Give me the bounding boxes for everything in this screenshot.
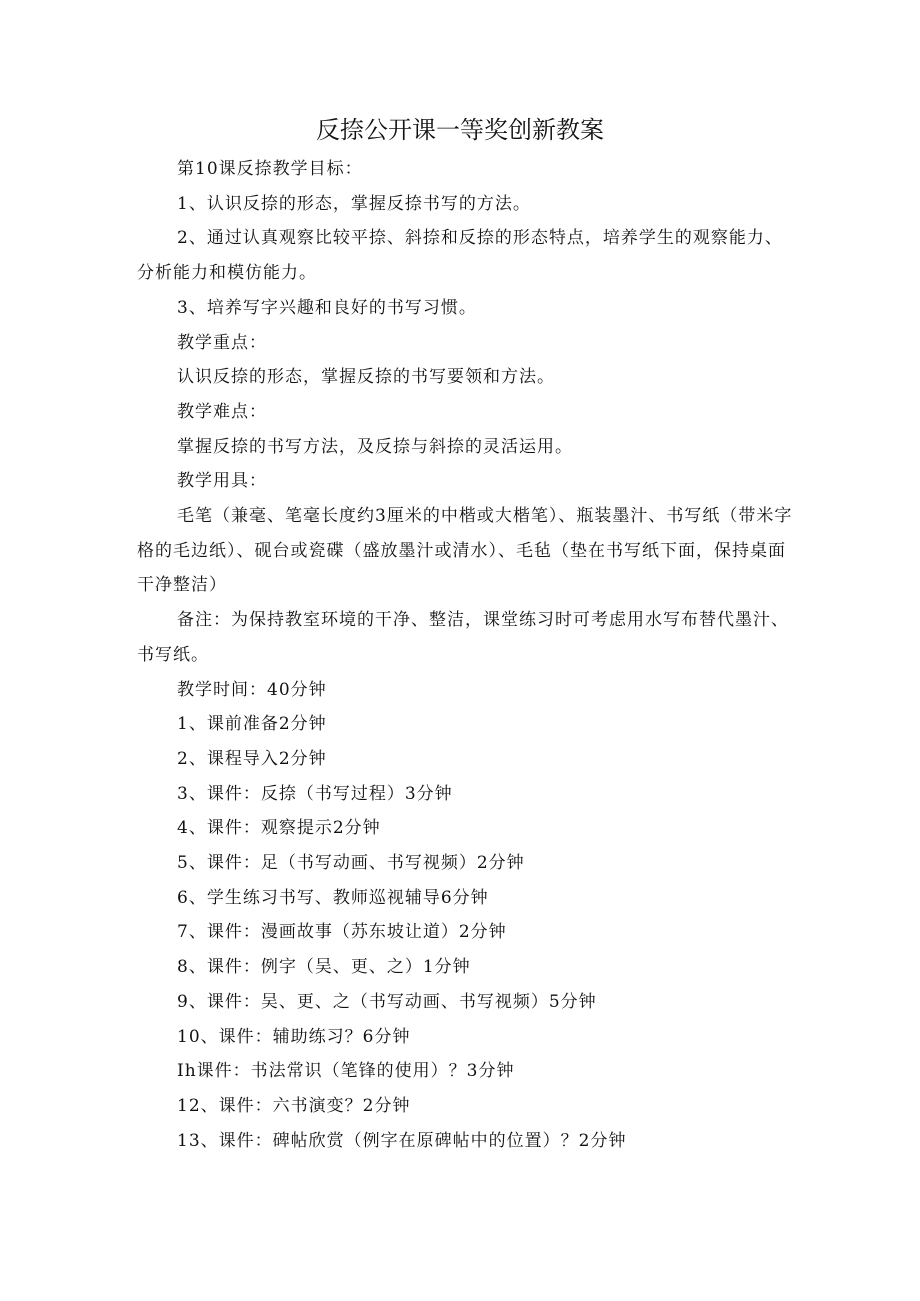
list-item-schedule: 8、课件：例字（吴、更、之）1分钟 — [177, 957, 471, 978]
list-item-schedule: 2、课程导入2分钟 — [177, 748, 327, 769]
paragraph-difficulties-heading: 教学难点： — [177, 401, 267, 422]
paragraph-lesson-objectives: 第10课反捺教学目标： — [177, 159, 363, 179]
paragraph-key-points: 认识反捺的形态，掌握反捺的书写要领和方法。 — [177, 367, 555, 388]
paragraph-teaching-time: 教学时间：40分钟 — [177, 679, 327, 700]
list-item-schedule: 9、课件：吴、更、之（书写动画、书写视频）5分钟 — [177, 991, 597, 1012]
document-title: 反捺公开课一等奖创新教案 — [316, 116, 604, 144]
paragraph-objective-1: 1、认识反捺的形态，掌握反捺书写的方法。 — [177, 193, 531, 214]
list-item-schedule: Ih课件：书法常识（笔锋的使用）？3分钟 — [177, 1061, 515, 1082]
list-item-schedule: 5、课件：足（书写动画、书写视频）2分钟 — [177, 853, 525, 874]
list-item-schedule: 1、课前准备2分钟 — [177, 714, 327, 735]
list-item-schedule: 7、课件：漫画故事（苏东坡让道）2分钟 — [177, 922, 507, 943]
list-item-schedule: 10、课件：辅助练习？6分钟 — [177, 1026, 411, 1047]
paragraph-key-points-heading: 教学重点： — [177, 332, 267, 353]
paragraph-difficulties: 掌握反捺的书写方法，及反捺与斜捺的灵活运用。 — [177, 436, 573, 457]
list-item-schedule: 6、学生练习书写、教师巡视辅导6分钟 — [177, 887, 489, 908]
paragraph-tools-heading: 教学用具： — [177, 471, 267, 492]
list-item-schedule: 4、课件：观察提示2分钟 — [177, 818, 381, 839]
paragraph-notes: 备注：为保持教室环境的干净、整洁，课堂练习时可考虑用水写布替代墨汁、书写纸。 — [137, 610, 789, 665]
paragraph-objective-3: 3、培养写字兴趣和良好的书写习惯。 — [177, 297, 477, 318]
list-item-schedule: 3、课件：反捺（书写过程）3分钟 — [177, 783, 453, 804]
document-body — [137, 152, 797, 1158]
paragraph-tools: 毛笔（兼毫、笔毫长度约3厘米的中楷或大楷笔）、瓶装墨汁、书写纸（带米字格的毛边纸）、砚台或瓷碟（盛放墨汁或清水）、毛毡（垫在书写纸下面，保持桌面干净整洁） — [137, 506, 793, 596]
paragraph-objective-2: 2、通过认真观察比较平捺、斜捺和反捺的形态特点，培养学生的观察能力、分析能力和模仿能力。 — [137, 228, 783, 284]
list-item-schedule: 13、课件：碑帖欣赏（例字在原碑帖中的位置）？2分钟 — [177, 1130, 627, 1151]
list-item-schedule: 12、课件：六书演变？2分钟 — [177, 1095, 411, 1116]
